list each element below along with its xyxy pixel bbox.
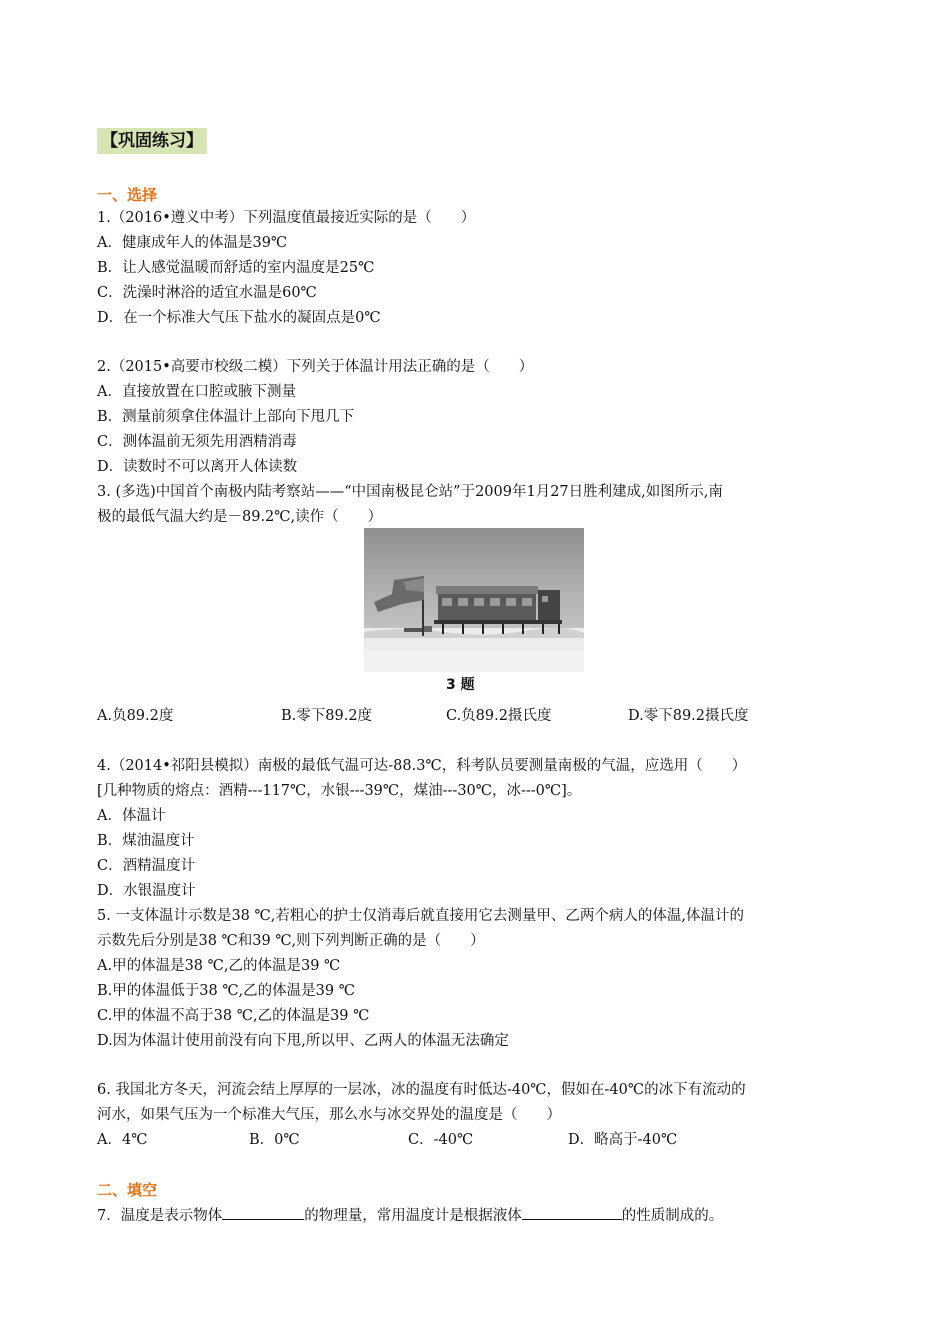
q4-stem-line1: 4.（2014•祁阳县模拟）南极的最低气温可达-88.3℃，科考队员要测量南极的气温，应选用（ ） xyxy=(97,758,747,774)
q1-option-a: A．健康成年人的体温是39℃ xyxy=(97,235,288,251)
q3-option-d: D.零下89.2摄氏度 xyxy=(628,708,749,724)
q2-option-a: A．直接放置在口腔或腋下测量 xyxy=(97,384,296,400)
q7-text-part2: 的物理量，常用温度计是根据液体 xyxy=(304,1208,522,1224)
q1-option-b: B．让人感觉温暖而舒适的室内温度是25℃ xyxy=(97,260,375,276)
q2-option-d: D．读数时不可以离开人体读数 xyxy=(97,459,298,475)
q1-option-c: C．洗澡时淋浴的适宜水温是60℃ xyxy=(97,285,317,301)
q6-option-a: A．4℃ xyxy=(97,1132,148,1148)
q3-option-b: B.零下89.2度 xyxy=(281,708,373,724)
q7-blank-1[interactable] xyxy=(222,1205,304,1220)
q5-stem-line2: 示数先后分别是38 ℃和39 ℃,则下列判断正确的是（ ） xyxy=(97,933,485,949)
q4-option-d: D．水银温度计 xyxy=(97,883,196,899)
q4-option-a: A．体温计 xyxy=(97,808,166,824)
q3-stem-line2: 极的最低气温大约是－89.2℃,读作（ ） xyxy=(97,509,383,525)
q1-option-d: D．在一个标准大气压下盐水的凝固点是0℃ xyxy=(97,310,381,326)
q6-option-c: C．-40℃ xyxy=(408,1132,474,1148)
q3-stem-line1: 3. (多选)中国首个南极内陆考察站——“中国南极昆仑站”于2009年1月27日胜利建成,如图所示,南 xyxy=(97,484,723,500)
q7-blank-2[interactable] xyxy=(522,1205,622,1220)
q2-option-c: C．测体温前无须先用酒精消毒 xyxy=(97,434,297,450)
q1-stem: 1.（2016•遵义中考）下列温度值最接近实际的是（ ） xyxy=(97,210,476,226)
q7-text-part1: 7．温度是表示物体 xyxy=(97,1208,223,1224)
q3-option-c: C.负89.2摄氏度 xyxy=(446,708,552,724)
q3-option-a: A.负89.2度 xyxy=(97,708,174,724)
q6-option-b: B．0℃ xyxy=(249,1132,300,1148)
section-fill-title: 二、填空 xyxy=(97,1181,158,1199)
q2-option-b: B．测量前须拿住体温计上部向下甩几下 xyxy=(97,409,355,425)
q5-option-d: D.因为体温计使用前没有向下甩,所以甲、乙两人的体温无法确定 xyxy=(97,1033,509,1049)
kunlun-station-photo xyxy=(364,528,584,672)
q4-option-b: B．煤油温度计 xyxy=(97,833,195,849)
q6-stem-line1: 6. 我国北方冬天，河流会结上厚厚的一层冰，冰的温度有时低达-40℃，假如在-40℃的冰下有流动的 xyxy=(97,1082,746,1098)
q5-stem-line1: 5. 一支体温计示数是38 ℃,若粗心的护士仅消毒后就直接用它去测量甲、乙两个病人的体温,体温计的 xyxy=(97,908,744,924)
exercise-heading: 【巩固练习】 xyxy=(97,128,207,154)
q5-option-c: C.甲的体温不高于38 ℃,乙的体温是39 ℃ xyxy=(97,1008,370,1024)
q3-figure-caption: 3 题 xyxy=(446,677,475,693)
q5-option-b: B.甲的体温低于38 ℃,乙的体温是39 ℃ xyxy=(97,983,355,999)
q4-option-c: C．酒精温度计 xyxy=(97,858,196,874)
q6-stem-line2: 河水，如果气压为一个标准大气压，那么水与冰交界处的温度是（ ） xyxy=(97,1107,561,1123)
q6-option-d: D．略高于-40℃ xyxy=(568,1132,678,1148)
q5-option-a: A.甲的体温是38 ℃,乙的体温是39 ℃ xyxy=(97,958,341,974)
q2-stem: 2.（2015•高要市校级二模）下列关于体温计用法正确的是（ ） xyxy=(97,359,534,375)
q7-text-part3: 的性质制成的。 xyxy=(621,1208,724,1224)
section-choice-title: 一、选择 xyxy=(97,186,158,204)
q4-stem-line2: [几种物质的熔点：酒精---117℃，水银---39℃，煤油---30℃，冰---0℃]。 xyxy=(97,783,582,799)
q7-sentence xyxy=(97,1205,723,1226)
